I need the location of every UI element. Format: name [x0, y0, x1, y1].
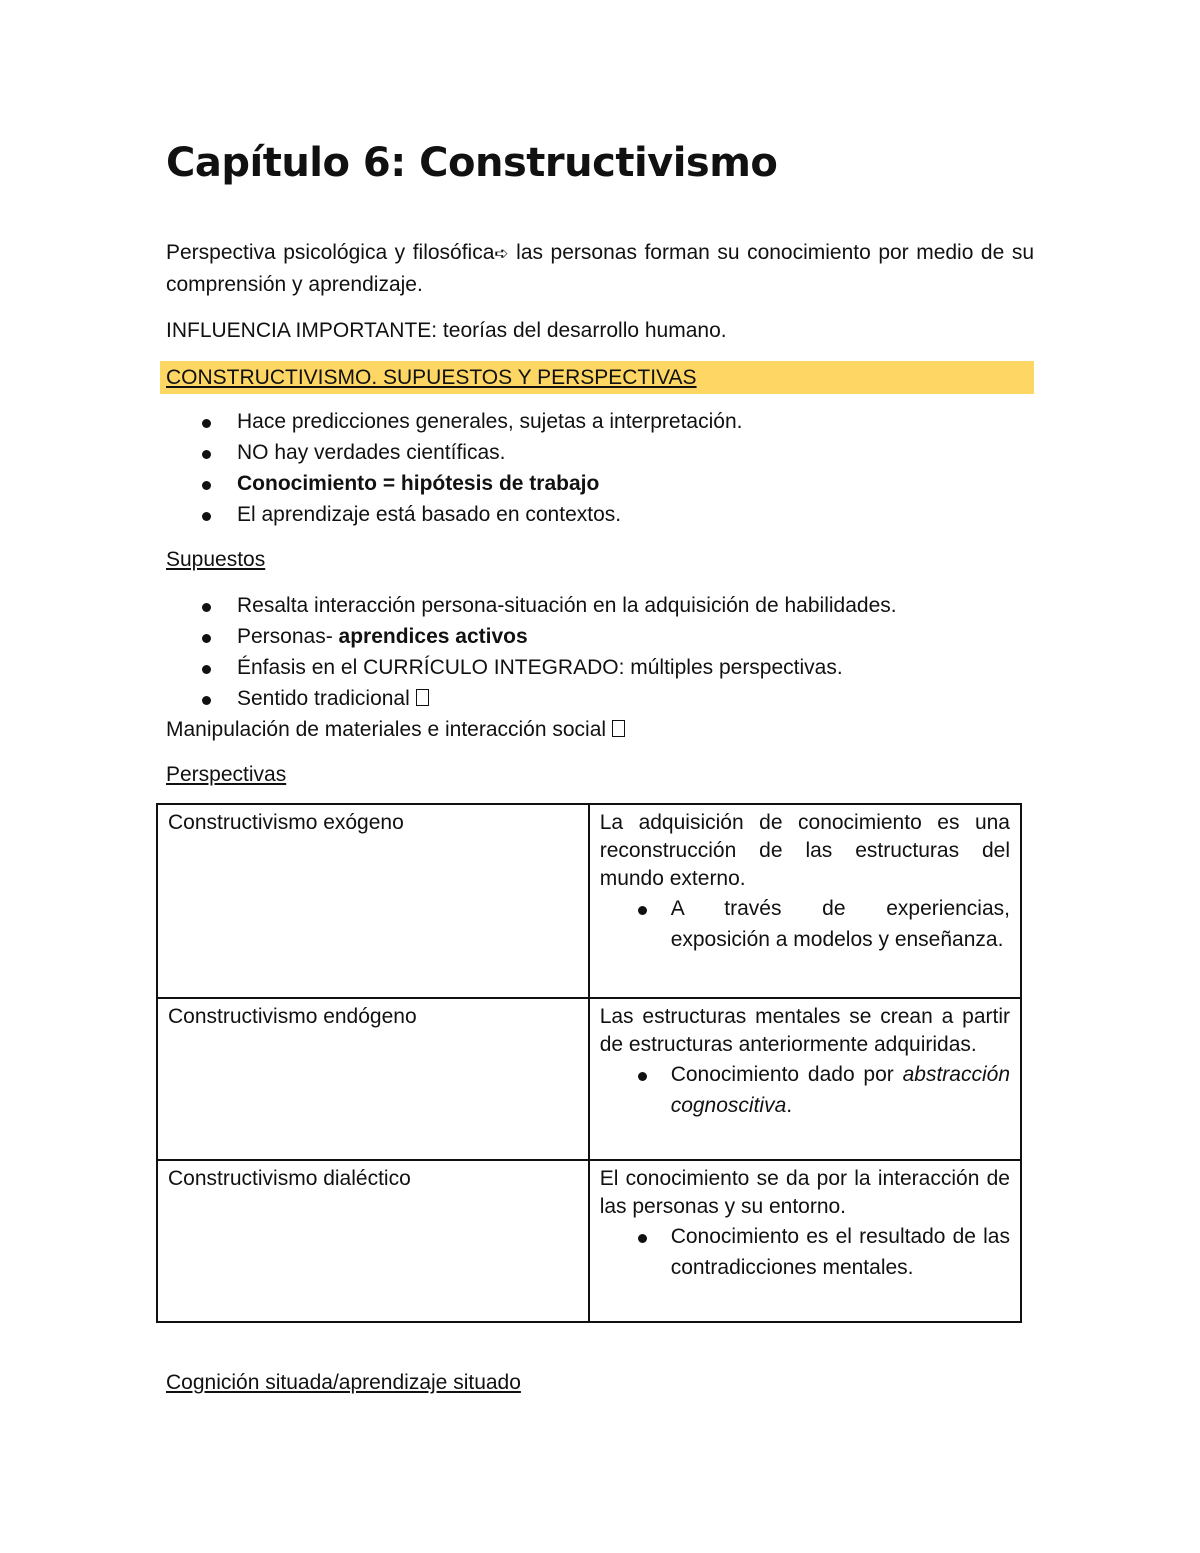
list-item: El aprendizaje está basado en contextos. [166, 499, 1034, 530]
intro-part2: las personas forman su conocimiento por medio de su comprensión y aprendizaje. [166, 241, 1034, 296]
table-row [157, 998, 1021, 1160]
list-item: A través de experiencias, exposición a modelos y enseñanza. [600, 893, 1010, 955]
list-item: Resalta interacción persona-situación en la adquisición de habilidades. [166, 590, 1034, 621]
manipulacion-line: Manipulación de materiales e interacción social [166, 714, 1034, 745]
table-cell-name: Constructivismo dialéctico [157, 1160, 589, 1322]
supuestos-heading: Supuestos [166, 548, 266, 571]
bullet-icon [202, 481, 211, 490]
table-cell-description: El conocimiento se da por la interacción de las personas y su entorno. Conocimiento es el resultado de las contradicciones mentales. [589, 1160, 1021, 1322]
list-item: Sentido tradicional [166, 683, 1034, 714]
intro-paragraph [166, 237, 1034, 300]
section-bullet-list [166, 406, 1034, 530]
supuestos-bullet-list [166, 590, 1034, 714]
bullet-icon [202, 450, 211, 459]
list-item: Conocimiento es el resultado de las contradicciones mentales. [600, 1221, 1010, 1283]
page-title: Capítulo 6: Constructivismo [166, 140, 778, 186]
bullet-icon [202, 603, 211, 612]
bullet-icon [638, 1234, 647, 1243]
table-row [157, 804, 1021, 998]
table-cell-name: Constructivismo exógeno [157, 804, 589, 998]
table-cell-description: Las estructuras mentales se crean a partir de estructuras anteriormente adquiridas. Conocimiento dado por abstracción cognoscitiva. [589, 998, 1021, 1160]
bullet-icon [202, 512, 211, 521]
bullet-icon [638, 906, 647, 915]
influence-line: INFLUENCIA IMPORTANTE: teorías del desarrollo humano. [166, 319, 727, 342]
bullet-icon [638, 1072, 647, 1081]
arrow-icon: ➪ [494, 244, 509, 263]
bullet-icon [202, 665, 211, 674]
list-item: NO hay verdades científicas. [166, 437, 1034, 468]
missing-glyph-icon [612, 720, 625, 737]
table-cell-description: La adquisición de conocimiento es una reconstrucción de las estructuras del mundo externo. A través de experiencias, exposición a modelos y enseñanza. [589, 804, 1021, 998]
table-cell-name: Constructivismo endógeno [157, 998, 589, 1160]
perspectivas-table [156, 803, 1022, 1323]
list-item: Personas- aprendices activos [166, 621, 1034, 652]
missing-glyph-icon [416, 689, 429, 706]
list-item: Conocimiento = hipótesis de trabajo [166, 468, 1034, 499]
intro-part1: Perspectiva psicológica y filosófica [166, 241, 495, 264]
perspectivas-heading: Perspectivas [166, 763, 287, 786]
list-item: Hace predicciones generales, sujetas a interpretación. [166, 406, 1034, 437]
list-item: Énfasis en el CURRÍCULO INTEGRADO: múltiples perspectivas. [166, 652, 1034, 683]
bullet-icon [202, 634, 211, 643]
bullet-icon [202, 696, 211, 705]
table-row [157, 1160, 1021, 1322]
list-item: Conocimiento dado por abstracción cognoscitiva. [600, 1059, 1010, 1121]
section-heading: CONSTRUCTIVISMO. SUPUESTOS Y PERSPECTIVAS [166, 366, 697, 389]
footer-heading: Cognición situada/aprendizaje situado [166, 1371, 521, 1394]
bullet-icon [202, 419, 211, 428]
